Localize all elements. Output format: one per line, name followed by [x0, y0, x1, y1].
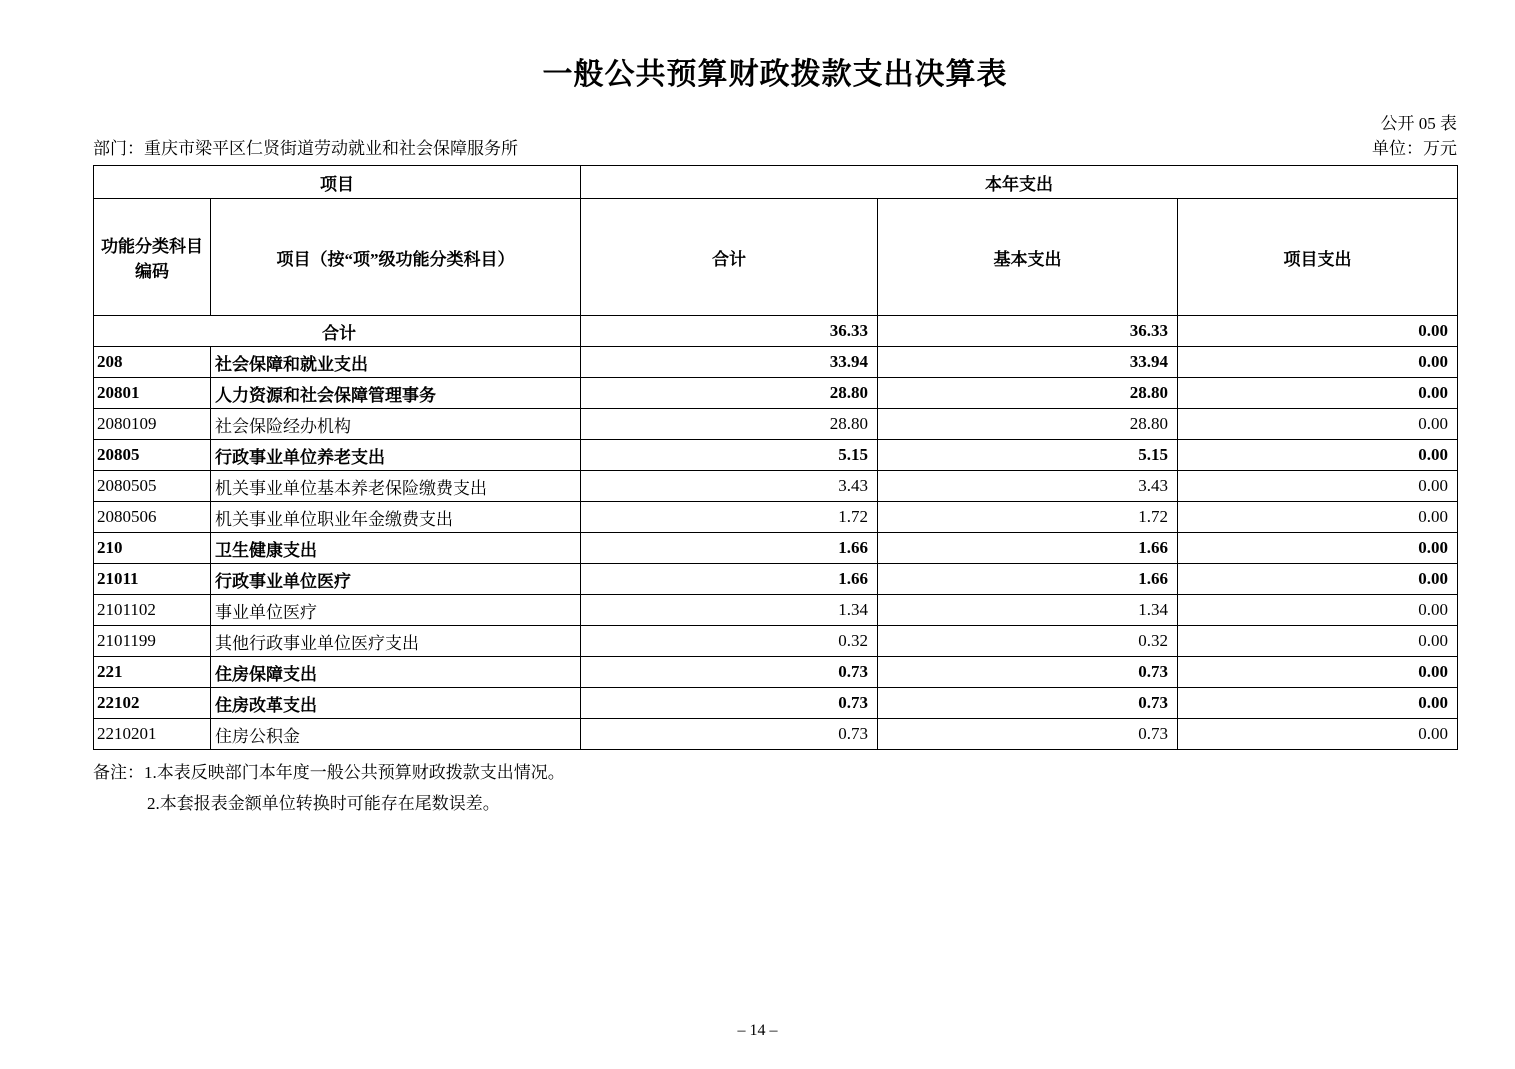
cell-code: 210 [94, 533, 211, 564]
cell-name: 社会保障和就业支出 [211, 347, 581, 378]
cell-total: 3.43 [581, 471, 878, 502]
cell-name: 其他行政事业单位医疗支出 [211, 626, 581, 657]
table-row [94, 719, 1458, 750]
cell-basic: 36.33 [878, 316, 1178, 347]
cell-name: 社会保险经办机构 [211, 409, 581, 440]
table-row [94, 378, 1458, 409]
cell-basic: 0.73 [878, 657, 1178, 688]
header-project-group: 项目 [94, 166, 581, 199]
cell-project: 0.00 [1178, 626, 1458, 657]
cell-code: 2080506 [94, 502, 211, 533]
cell-basic: 28.80 [878, 409, 1178, 440]
cell-project: 0.00 [1178, 533, 1458, 564]
cell-project: 0.00 [1178, 719, 1458, 750]
table-header [94, 166, 1458, 316]
cell-total: 1.66 [581, 533, 878, 564]
cell-project: 0.00 [1178, 595, 1458, 626]
content-area [93, 56, 1457, 819]
cell-code: 2210201 [94, 719, 211, 750]
note-text-2: 2.本套报表金额单位转换时可能存在尾数误差。 [147, 794, 500, 813]
table-row [94, 409, 1458, 440]
table-row [94, 440, 1458, 471]
cell-basic: 0.32 [878, 626, 1178, 657]
table-row [94, 626, 1458, 657]
cell-total: 0.73 [581, 719, 878, 750]
cell-name: 住房公积金 [211, 719, 581, 750]
note-text-1: 1.本表反映部门本年度一般公共预算财政拨款支出情况。 [144, 763, 565, 782]
header-function-code-line1: 功能分类科目 [101, 237, 203, 256]
cell-basic: 33.94 [878, 347, 1178, 378]
cell-name: 人力资源和社会保障管理事务 [211, 378, 581, 409]
cell-name: 合计 [94, 316, 581, 347]
cell-total: 0.73 [581, 657, 878, 688]
header-total: 合计 [581, 199, 878, 316]
cell-total: 5.15 [581, 440, 878, 471]
cell-project: 0.00 [1178, 502, 1458, 533]
header-project-expenditure: 项目支出 [1178, 199, 1458, 316]
header-function-code-line2: 编码 [135, 262, 169, 281]
notes [93, 757, 1457, 819]
cell-basic: 1.66 [878, 564, 1178, 595]
cell-name: 机关事业单位基本养老保险缴费支出 [211, 471, 581, 502]
table-row [94, 595, 1458, 626]
header-basic-expenditure: 基本支出 [878, 199, 1178, 316]
cell-total: 36.33 [581, 316, 878, 347]
note-line-1 [93, 757, 1457, 788]
cell-code: 20805 [94, 440, 211, 471]
cell-name: 行政事业单位养老支出 [211, 440, 581, 471]
table-row [94, 502, 1458, 533]
cell-code: 221 [94, 657, 211, 688]
cell-code: 2080109 [94, 409, 211, 440]
cell-basic: 1.34 [878, 595, 1178, 626]
cell-name: 行政事业单位医疗 [211, 564, 581, 595]
cell-name: 卫生健康支出 [211, 533, 581, 564]
cell-total: 33.94 [581, 347, 878, 378]
cell-project: 0.00 [1178, 657, 1458, 688]
cell-basic: 1.66 [878, 533, 1178, 564]
cell-code: 21011 [94, 564, 211, 595]
cell-name: 事业单位医疗 [211, 595, 581, 626]
cell-total: 28.80 [581, 378, 878, 409]
cell-total: 28.80 [581, 409, 878, 440]
header-current-year-group: 本年支出 [581, 166, 1458, 199]
cell-total: 1.66 [581, 564, 878, 595]
page-number: – 14 – [737, 1022, 778, 1039]
department-label: 部门：重庆市梁平区仁贤街道劳动就业和社会保障服务所 [93, 139, 518, 158]
table-row [94, 316, 1458, 347]
cell-project: 0.00 [1178, 316, 1458, 347]
table-row [94, 657, 1458, 688]
cell-project: 0.00 [1178, 378, 1458, 409]
cell-total: 1.34 [581, 595, 878, 626]
cell-project: 0.00 [1178, 688, 1458, 719]
cell-project: 0.00 [1178, 347, 1458, 378]
cell-total: 0.32 [581, 626, 878, 657]
table-row [94, 533, 1458, 564]
expenditure-table [93, 165, 1458, 750]
table-code-label: 公开 05 表 [1380, 114, 1457, 133]
cell-project: 0.00 [1178, 440, 1458, 471]
page-title: 一般公共预算财政拨款支出决算表 [542, 58, 1008, 91]
table-body [94, 316, 1458, 750]
cell-project: 0.00 [1178, 564, 1458, 595]
cell-basic: 3.43 [878, 471, 1178, 502]
unit-label: 单位：万元 [1372, 139, 1457, 158]
note-line-2 [93, 788, 1457, 819]
cell-basic: 1.72 [878, 502, 1178, 533]
table-row [94, 564, 1458, 595]
cell-basic: 28.80 [878, 378, 1178, 409]
cell-code: 2101102 [94, 595, 211, 626]
cell-name: 机关事业单位职业年金缴费支出 [211, 502, 581, 533]
header-group-row [94, 166, 1458, 199]
cell-name: 住房改革支出 [211, 688, 581, 719]
cell-code: 2101199 [94, 626, 211, 657]
header-function-code [94, 199, 211, 316]
table-row [94, 347, 1458, 378]
header-columns-row [94, 199, 1458, 316]
cell-code: 208 [94, 347, 211, 378]
notes-label: 备注： [93, 763, 144, 782]
cell-code: 22102 [94, 688, 211, 719]
header-item: 项目（按“项”级功能分类科目） [211, 199, 581, 316]
cell-basic: 0.73 [878, 719, 1178, 750]
cell-code: 20801 [94, 378, 211, 409]
cell-total: 0.73 [581, 688, 878, 719]
cell-project: 0.00 [1178, 409, 1458, 440]
meta-row [93, 136, 1457, 162]
cell-basic: 0.73 [878, 688, 1178, 719]
cell-name: 住房保障支出 [211, 657, 581, 688]
table-row [94, 688, 1458, 719]
cell-project: 0.00 [1178, 471, 1458, 502]
table-row [94, 471, 1458, 502]
cell-code: 2080505 [94, 471, 211, 502]
cell-total: 1.72 [581, 502, 878, 533]
cell-basic: 5.15 [878, 440, 1178, 471]
